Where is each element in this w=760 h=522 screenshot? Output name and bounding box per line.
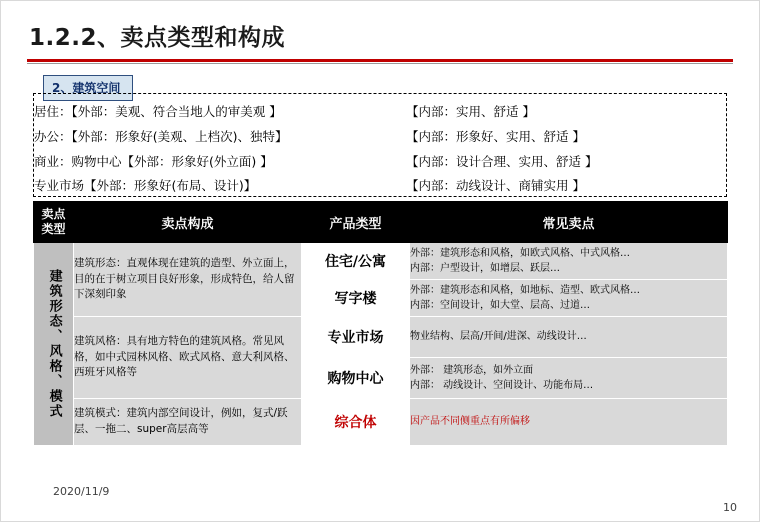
header-cell-type <box>34 202 74 243</box>
footer-page-number: 10 <box>723 501 737 514</box>
dashed-row-1-right: 【内部：形象好、实用、舒适 】 <box>406 129 585 144</box>
product-cell-4: 综合体 <box>302 399 410 446</box>
category-label: 建筑形态、风格、模式 <box>46 269 62 419</box>
header-type-line2: 类型 <box>41 222 66 236</box>
title-divider-gray <box>27 63 733 64</box>
table-row <box>34 317 728 358</box>
dashed-row-0-right: 【内部：实用、舒适 】 <box>406 104 535 119</box>
dashed-summary-box <box>33 93 727 197</box>
selling-point-line: 外部：建筑形态和风格，如地标、造型、欧式风格… <box>410 284 640 296</box>
selling-points-cell-0 <box>410 243 728 280</box>
product-cell-3: 购物中心 <box>302 358 410 399</box>
product-cell-1: 写字楼 <box>302 280 410 317</box>
selling-point-line: 内部：空间设计，如大堂、层高、过道… <box>410 300 590 311</box>
selling-points-cell-3 <box>410 358 728 399</box>
dashed-row-2-left: 商业：购物中心【外部：形象好(外立面) 】 <box>34 154 273 169</box>
dashed-row-1-left: 办公：【外部：形象好(美观、上档次)、独特】 <box>34 129 288 144</box>
title-divider-red <box>27 59 733 62</box>
composition-cell-0: 建筑形态：直观体现在建筑的造型、外立面上，目的在于树立项目良好形象，形成特色，给人留下深刻印象 <box>74 243 302 317</box>
header-cell-selling-points: 常见卖点 <box>410 202 728 243</box>
dashed-row-2-right: 【内部：设计合理、实用、舒适 】 <box>406 154 598 169</box>
selling-point-line: 因产品不同侧重点有所偏移 <box>410 416 530 428</box>
composition-cell-2: 建筑模式：建筑内部空间设计，例如，复式/跃层、一拖二、super高层高等 <box>74 399 302 446</box>
selling-point-table <box>33 201 728 446</box>
selling-points-cell-4 <box>410 399 728 446</box>
footer-date: 2020/11/9 <box>53 485 110 498</box>
selling-points-cell-2 <box>410 317 728 358</box>
composition-cell-1: 建筑风格：具有地方特色的建筑风格。常见风格，如中式园林风格、欧式风格、意大利风格、西班牙风格等 <box>74 317 302 399</box>
header-cell-product: 产品类型 <box>302 202 410 243</box>
dashed-row-3-right: 【内部：动线设计、商铺实用 】 <box>406 178 585 193</box>
product-cell-0: 住宅/公寓 <box>302 243 410 280</box>
selling-point-line: 内部：户型设计，如增层、跃层… <box>410 263 560 274</box>
selling-point-line: 外部： 建筑形态，如外立面 <box>410 364 534 376</box>
dashed-row-3-left: 专业市场【外部：形象好(布局、设计)】 <box>34 178 257 193</box>
selling-point-line: 物业结构、层高/开间/进深、动线设计… <box>410 331 587 343</box>
page-title: 1.2.2、卖点类型和构成 <box>29 25 285 51</box>
table-row <box>34 399 728 446</box>
category-cell <box>34 243 74 446</box>
section-tag: 2、建筑空间 <box>43 75 133 101</box>
table-header-row <box>34 202 728 243</box>
selling-point-line: 外部：建筑形态和风格，如欧式风格、中式风格… <box>410 247 630 259</box>
dashed-row-0-left: 居住：【外部：美观、符合当地人的审美观 】 <box>34 104 282 119</box>
product-cell-2: 专业市场 <box>302 317 410 358</box>
header-cell-composition: 卖点构成 <box>74 202 302 243</box>
header-type-line1: 卖点 <box>41 207 66 221</box>
table-row <box>34 243 728 280</box>
selling-points-cell-1 <box>410 280 728 317</box>
selling-point-line: 内部： 动线设计、空间设计、功能布局… <box>410 380 594 391</box>
